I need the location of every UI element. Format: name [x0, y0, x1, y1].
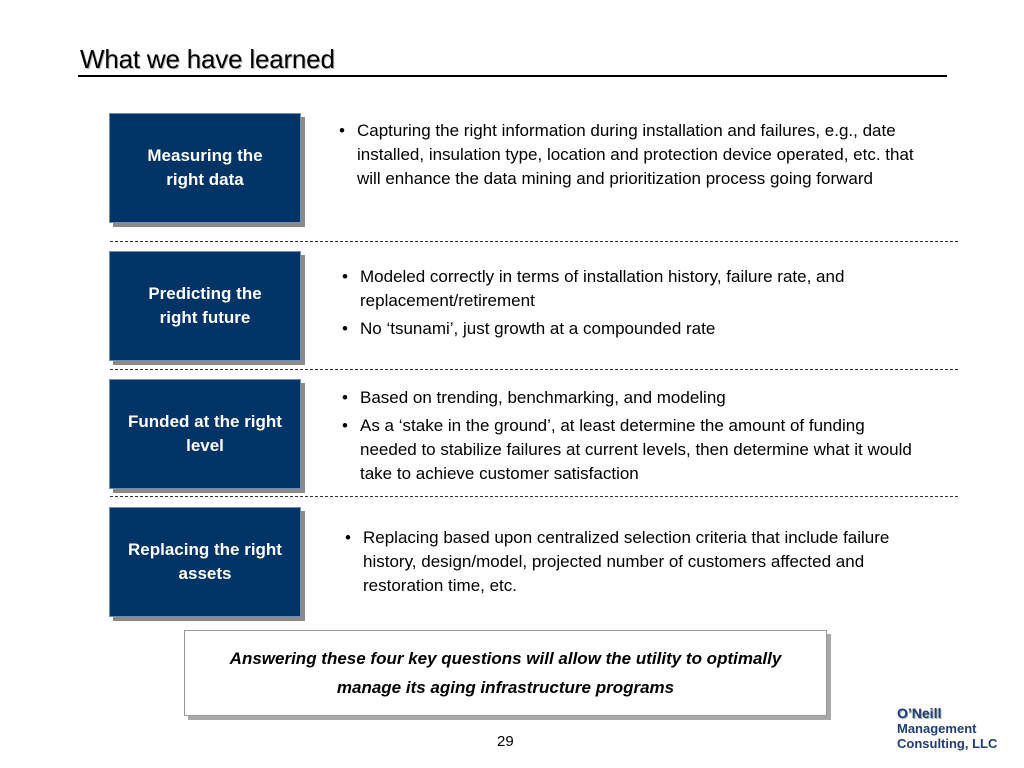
bullet-dot: • [339, 121, 345, 140]
bullet-item: • Capturing the right information during installation and failures, e.g., date installed, insulation type, location and protection device operated, etc. that will enhance the data mining and prioritization process going forward [339, 121, 914, 188]
bullet-list-replacing [343, 526, 933, 602]
dashed-divider [110, 496, 958, 497]
bullet-item: • No ‘tsunami’, just growth at a compounded rate [340, 317, 940, 341]
label-box-predicting [109, 251, 301, 361]
logo-line-3: Consulting, LLC [897, 736, 998, 751]
bullet-item: • Modeled correctly in terms of installation history, failure rate, and replacement/retirement [342, 267, 845, 310]
dashed-divider [110, 369, 958, 370]
bullet-dot: • [342, 388, 348, 407]
bullet-list-measuring [337, 119, 917, 195]
label-replacing-text: Replacing the right assets [128, 540, 282, 583]
callout-text: Answering these four key questions will allow the utility to optimally manage its aging infrastructure programs [229, 649, 782, 697]
logo-line-2: Management [897, 721, 977, 736]
title-underline [78, 75, 947, 77]
dashed-divider [110, 241, 958, 242]
bullet-item: • Based on trending, benchmarking, and modeling [340, 386, 915, 410]
bullet-dot: • [342, 416, 348, 435]
bullet-dot: • [345, 528, 351, 547]
label-box-funded [109, 379, 301, 489]
page-title: What we have learned [80, 44, 335, 74]
bullet-item: • Replacing based upon centralized selection criteria that include failure history, design/model, projected number of customers affected and restoration time, etc. [345, 528, 890, 595]
bullet-dot: • [342, 267, 348, 286]
bullet-dot: • [342, 319, 348, 338]
bullet-item: • As a ‘stake in the ground’, at least determine the amount of funding needed to stabilize failures at current levels, then determine what it would take to achieve customer satisfaction [342, 416, 912, 483]
bullet-list-predicting [340, 265, 940, 345]
company-logo [897, 706, 1015, 751]
label-funded-text: Funded at the right level [128, 412, 282, 455]
conclusion-callout [184, 630, 827, 716]
label-box-measuring [109, 113, 301, 223]
page-number: 29 [497, 733, 514, 750]
bullet-list-funded [340, 386, 915, 490]
label-measuring-text: Measuring the right data [147, 146, 263, 189]
label-predicting-text: Predicting the right future [148, 284, 262, 327]
logo-line-1: O’Neill [897, 705, 942, 721]
label-box-replacing [109, 507, 301, 617]
